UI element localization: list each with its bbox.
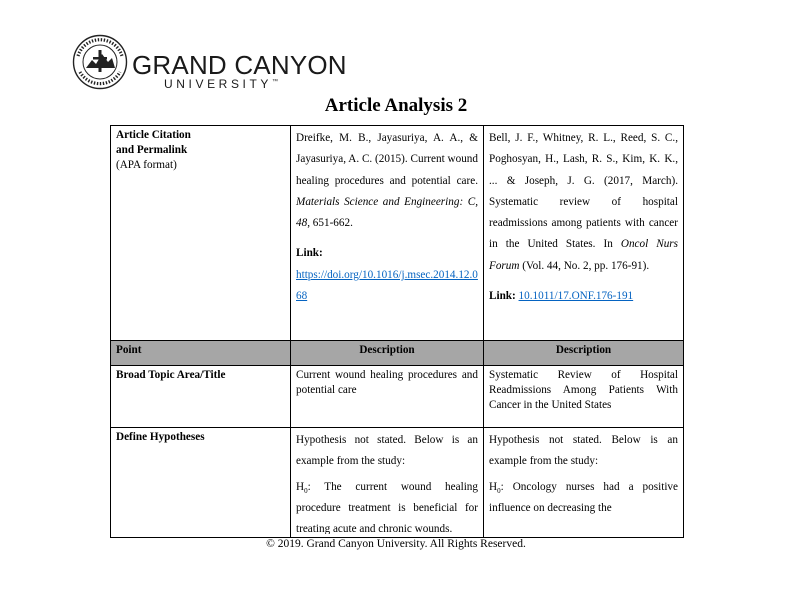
article1-hypotheses-cell [291, 428, 484, 538]
logo-name: GRAND CANYON [132, 50, 347, 80]
article2-null-hypothesis: $H_0$: Oncology nurses had a positive influence on decreasing the [489, 480, 678, 515]
article1-topic: Current wound healing procedures and potential care [291, 366, 484, 428]
description-header-2: Description [484, 341, 684, 366]
topic-label: Broad Topic Area/Title [111, 366, 291, 428]
logo-subname: UNIVERSITY™ [164, 77, 279, 91]
hypotheses-label: Define Hypotheses [111, 428, 291, 538]
article1-permalink[interactable]: https://doi.org/10.1016/j.msec.2014.12.068 [296, 268, 478, 302]
permalink-label: and Permalink [116, 144, 188, 157]
hypotheses-row [111, 428, 684, 538]
article2-permalink[interactable]: 10.1011/17.ONF.176-191 [518, 289, 634, 302]
table-header-row [111, 341, 684, 366]
article1-citation-cell [291, 126, 484, 341]
article1-null-hypothesis: $H_0$: The current wound healing procedure treatment is beneficial for treating acute and chronic wounds. [296, 480, 478, 534]
university-seal-icon [72, 34, 128, 90]
copyright-footer: © 2019. Grand Canyon University. All Rights Reserved. [266, 538, 526, 550]
citation-label-cell [111, 126, 291, 341]
page-title: Article Analysis 2 [324, 95, 468, 116]
topic-row [111, 366, 684, 428]
article2-citation: Bell, J. F., Whitney, R. L., Reed, S. C., Poghosyan, H., Lash, R. S., Kim, K. K., ... & Joseph, J. G. (2017, March). Systematic review of hospital readmissions among patients with cancer in the United States. In Oncol Nurs Forum (Vol. 44, No. 2, pp. 176-91). [489, 132, 678, 272]
article2-citation-cell [484, 126, 684, 341]
article1-link-label: Link: [296, 247, 323, 260]
citation-label: Article Citation [116, 129, 191, 141]
article2-link-line: Link: 10.1011/17.ONF.176-191 [489, 289, 634, 302]
article2-hypothesis-intro: Hypothesis not stated. Below is an example from the study: [489, 434, 678, 468]
description-header-1: Description [291, 341, 484, 366]
citation-row [111, 126, 684, 341]
gcu-logo [72, 34, 347, 92]
apa-format-label: (APA format) [116, 159, 177, 172]
article2-topic: Systematic Review of Hospital Readmissions Among Patients With Cancer in the United States [484, 366, 684, 428]
article1-hypothesis-intro: Hypothesis not stated. Below is an example from the study: [296, 434, 478, 468]
point-header: Point [111, 341, 291, 366]
analysis-table [110, 125, 684, 538]
article1-citation: Dreifke, M. B., Jayasuriya, A. A., & Jayasuriya, A. C. (2015). Current wound healing procedures and potential care. Materials Science and Engineering: C, 48, 651-662. [296, 132, 478, 230]
article2-hypotheses-cell [484, 428, 684, 538]
